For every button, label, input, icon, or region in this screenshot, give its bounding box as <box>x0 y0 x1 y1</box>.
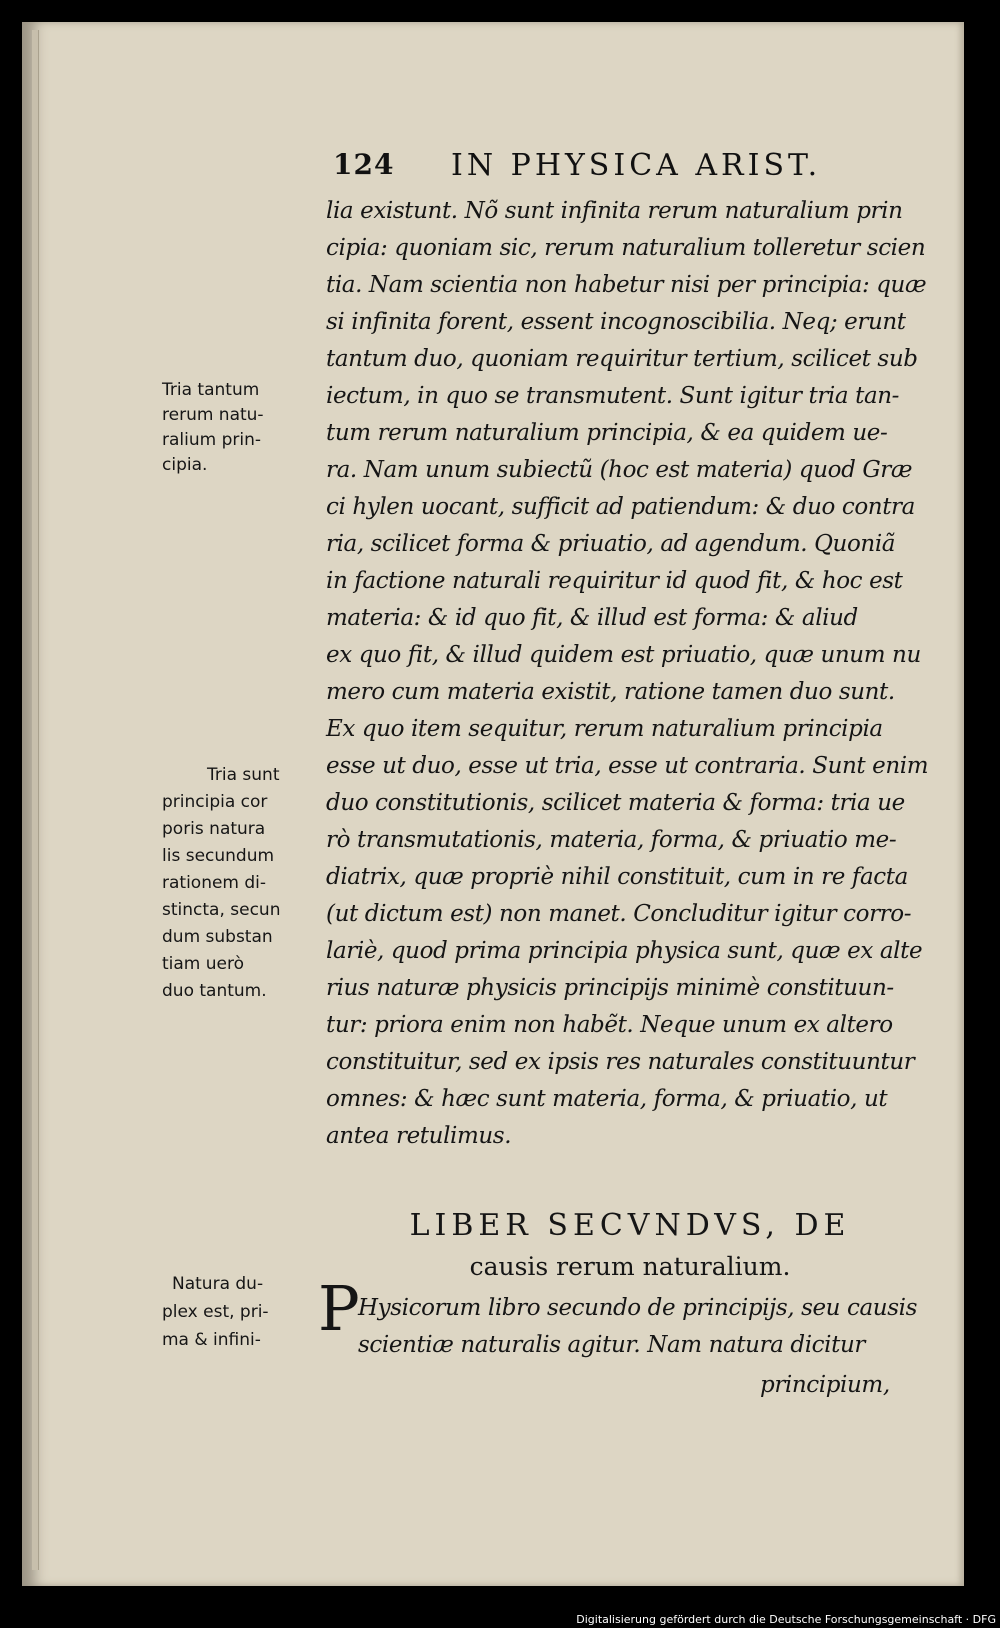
note-line: principia cor <box>162 792 268 812</box>
note-line: rerum natu- <box>162 405 264 425</box>
body-line-14: mero cum materia existit, ratione tamen duo sunt. <box>326 679 895 705</box>
note-line: ralium prin- <box>162 430 262 450</box>
body-line-5: tantum duo, quoniam requiritur tertium, scilicet sub <box>326 346 918 372</box>
body-line-8: ra. Nam unum subiectũ (hoc est materia) quod Græ <box>326 457 913 483</box>
body-line-21: lariè, quod prima principia physica sunt, quæ ex alte <box>326 938 923 964</box>
note-line: plex est, pri- <box>162 1302 269 1322</box>
note-line: Natura du- <box>172 1274 264 1294</box>
note-line: Tria tantum <box>162 380 260 400</box>
body-line-22: rius naturæ physicis principijs minimè constituun- <box>326 975 894 1001</box>
body-line-6: iectum, in quo se transmutent. Sunt igitur tria tan- <box>326 383 900 409</box>
note-line: Tria sunt <box>207 765 280 785</box>
body-line-7: tum rerum naturalium principia, & ea quidem ue- <box>326 420 888 446</box>
note-line: lis secundum <box>162 846 275 866</box>
lib2-line-2: scientiæ naturalis agitur. Nam natura dicitur <box>358 1332 865 1358</box>
note-line: dum substan <box>162 927 273 947</box>
note-line: duo tantum. <box>162 981 267 1001</box>
body-line-10: ria, scilicet forma & priuatio, ad agendum. Quoniã <box>326 531 896 557</box>
catchword: principium, <box>760 1372 890 1398</box>
note-line: poris natura <box>162 819 266 839</box>
note-line: rationem di- <box>162 873 267 893</box>
body-line-3: tia. Nam scientia non habetur nisi per principia: quæ <box>326 272 927 298</box>
body-line-13: ex quo fit, & illud quidem est priuatio, quæ unum nu <box>326 642 921 668</box>
body-line-17: duo constitutionis, scilicet materia & forma: tria ue <box>326 790 905 816</box>
book-heading: LIBER SECVNDVS, DE <box>409 1208 851 1243</box>
body-line-20: (ut dictum est) non manet. Concluditur igitur corro- <box>326 901 912 927</box>
body-line-25: omnes: & hæc sunt materia, forma, & priuatio, ut <box>326 1086 888 1112</box>
running-title: IN PHYSICA ARIST. <box>451 148 822 183</box>
body-line-12: materia: & id quo fit, & illud est forma: & aliud <box>326 605 858 631</box>
body-line-18: rò transmutationis, materia, forma, & priuatio me- <box>326 827 897 853</box>
digitization-credit: Digitalisierung gefördert durch die Deutsche Forschungsgemeinschaft · DFG <box>576 1613 996 1626</box>
body-line-15: Ex quo item sequitur, rerum naturalium principia <box>326 716 883 742</box>
body-line-9: ci hylen uocant, sufficit ad patiendum: & duo contra <box>326 494 915 520</box>
page-number: 124 <box>333 148 395 181</box>
body-line-4: si infinita forent, essent incognoscibilia. Neq; erunt <box>326 309 906 335</box>
book-subheading: causis rerum naturalium. <box>469 1252 791 1281</box>
lib2-line-1: Hysicorum libro secundo de principijs, seu causis <box>358 1295 917 1321</box>
note-line: stincta, secun <box>162 900 281 920</box>
drop-cap: P <box>318 1272 360 1345</box>
page-header <box>333 148 853 192</box>
body-line-11: in factione naturali requiritur id quod fit, & hoc est <box>326 568 903 594</box>
page-gutter-edge <box>32 30 39 1570</box>
body-line-1: lia existunt. Nõ sunt infinita rerum naturalium prin <box>326 198 903 224</box>
body-line-26: antea retulimus. <box>326 1123 512 1149</box>
body-line-16: esse ut duo, esse ut tria, esse ut contraria. Sunt enim <box>326 753 929 779</box>
note-line: ma & infini- <box>162 1330 261 1350</box>
note-line: tiam uerò <box>162 954 245 974</box>
body-line-24: constituitur, sed ex ipsis res naturales constituuntur <box>326 1049 915 1075</box>
body-line-23: tur: priora enim non habẽt. Neque unum ex altero <box>326 1012 893 1038</box>
body-line-2: cipia: quoniam sic, rerum naturalium tolleretur scien <box>326 235 926 261</box>
body-line-19: diatrix, quæ propriè nihil constituit, cum in re facta <box>326 864 908 890</box>
note-line: cipia. <box>162 455 208 475</box>
